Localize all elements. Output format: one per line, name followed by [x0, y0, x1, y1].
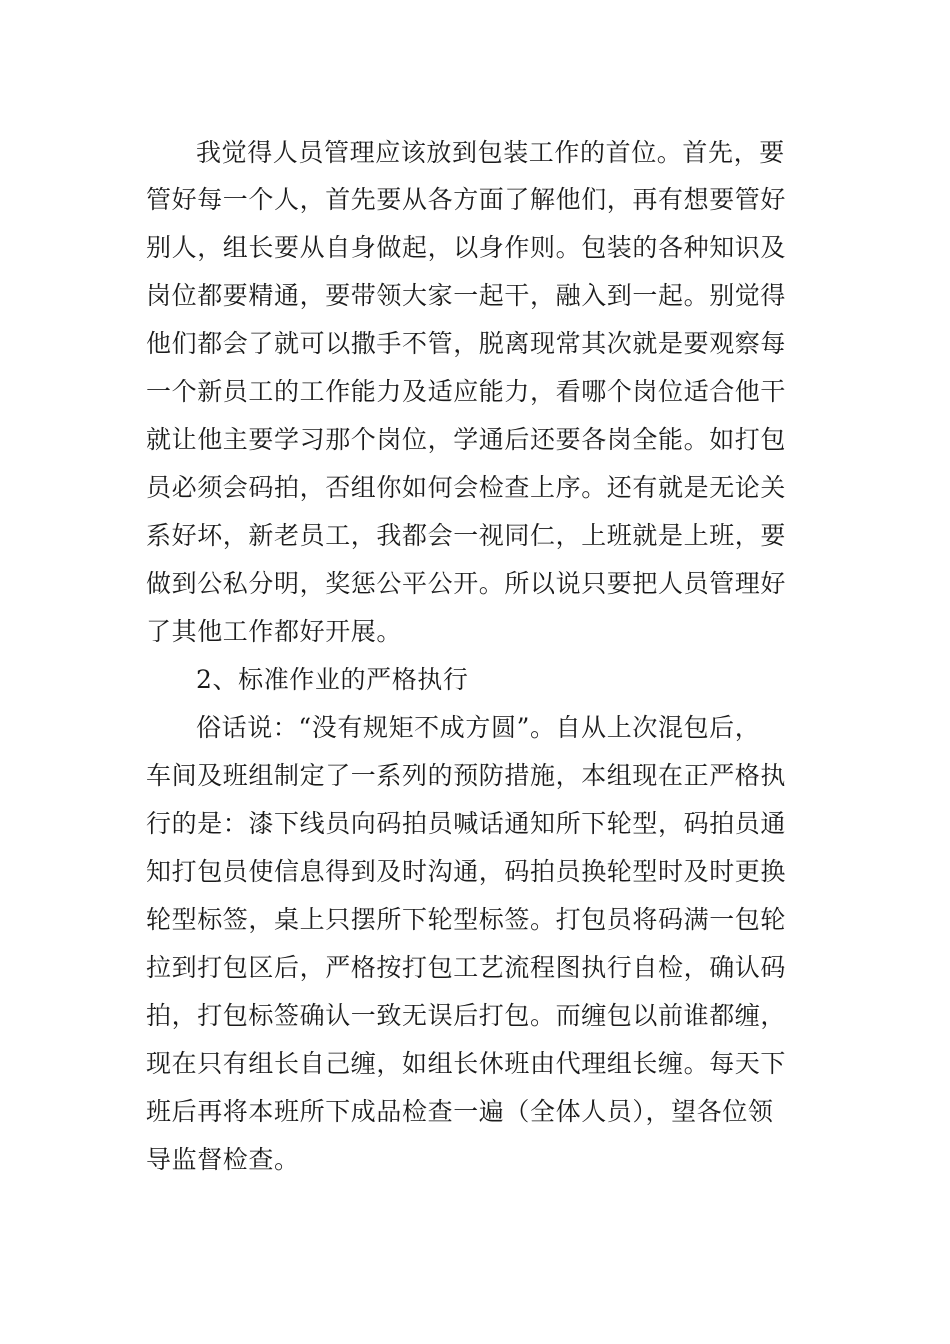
- text-line: 别人，组长要从自身做起，以身作则。包装的各种知识及: [146, 233, 787, 262]
- text-line: 做到公私分明，奖惩公平公开。所以说只要把人员管理好: [146, 569, 787, 598]
- text-line: 岗位都要精通，要带领大家一起干，融入到一起。别觉得: [146, 281, 787, 310]
- text-line: 知打包员使信息得到及时沟通，码拍员换轮型时及时更换: [146, 857, 787, 886]
- text-line: 他们都会了就可以撒手不管，脱离现常其次就是要观察每: [146, 329, 787, 358]
- text-line: 车间及班组制定了一系列的预防措施，本组现在正严格执: [146, 761, 787, 790]
- text-line: 员必须会码拍，否组你如何会检查上序。还有就是无论关: [146, 473, 787, 502]
- text-line: 俗话说：“没有规矩不成方圆”。自从上次混包后，: [196, 713, 761, 742]
- text-line: 我觉得人员管理应该放到包装工作的首位。首先，要: [196, 138, 785, 167]
- text-line: 管好每一个人，首先要从各方面了解他们，再有想要管好: [146, 185, 787, 214]
- text-line: 导监督检查。: [146, 1145, 300, 1174]
- section-heading: 2、标准作业的严格执行: [196, 665, 469, 694]
- text-line: 了其他工作都好开展。: [146, 617, 403, 646]
- text-line: 行的是：漆下线员向码拍员喊话通知所下轮型，码拍员通: [146, 809, 787, 838]
- text-line: 系好坏，新老员工，我都会一视同仁，上班就是上班，要: [146, 521, 787, 550]
- text-line: 现在只有组长自己缠，如组长休班由代理组长缠。每天下: [146, 1049, 787, 1078]
- text-line: 轮型标签，桌上只摆所下轮型标签。打包员将码满一包轮: [146, 905, 787, 934]
- text-line: 一个新员工的工作能力及适应能力，看哪个岗位适合他干: [146, 377, 787, 406]
- text-line: 拉到打包区后，严格按打包工艺流程图执行自检，确认码: [146, 953, 787, 982]
- text-line: 拍，打包标签确认一致无误后打包。而缠包以前谁都缠，: [146, 1001, 787, 1030]
- text-line: 班后再将本班所下成品检查一遍（全体人员），望各位领: [146, 1097, 774, 1126]
- text-line: 就让他主要学习那个岗位，学通后还要各岗全能。如打包: [146, 425, 787, 454]
